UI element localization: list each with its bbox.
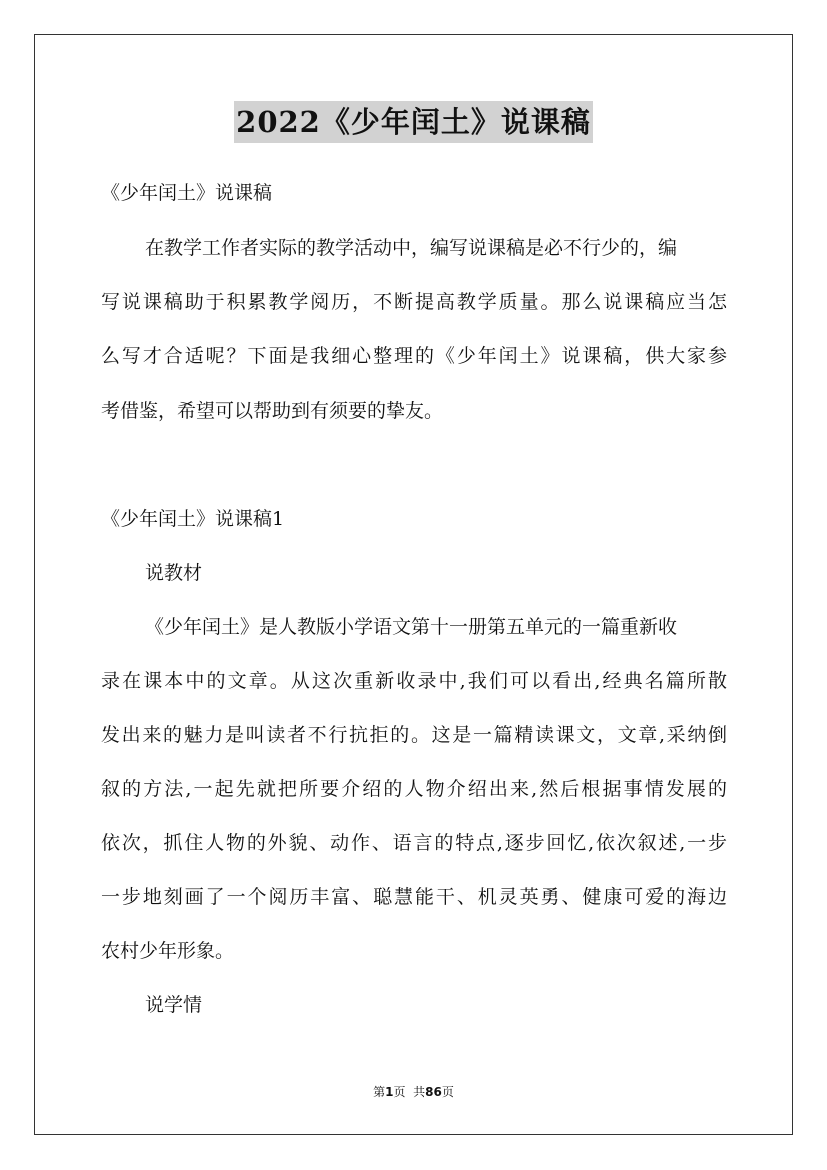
intro-line: 写说课稿助于积累教学阅历，不断提高教学质量。那么说课稿应当怎 (101, 291, 727, 313)
total-pages: 86 (425, 1085, 442, 1099)
material-line: 叙的方法,一起先就把所要介绍的人物介绍出来,然后根据事情发展的 (101, 778, 727, 800)
material-line: 农村少年形象。 (101, 940, 235, 962)
subheading-material: 说教材 (145, 562, 203, 584)
material-line: 录在课本中的文章。从这次重新收录中,我们可以看出,经典名篇所散 (101, 670, 727, 692)
material-line: 《少年闰土》是人教版小学语文第十一册第五单元的一篇重新收 (145, 616, 678, 638)
section-heading: 《少年闰土》说课稿1 (101, 508, 285, 530)
intro-line: 么写才合适呢？下面是我细心整理的《少年闰土》说课稿，供大家参 (101, 345, 727, 367)
intro-line: 考借鉴，希望可以帮助到有须要的挚友。 (101, 400, 444, 422)
material-line: 发出来的魅力是叫读者不行抗拒的。这是一篇精读课文，文章,采纳倒 (101, 724, 727, 746)
subtitle: 《少年闰土》说课稿 (101, 182, 273, 204)
footer-mid: 页 共 (393, 1085, 426, 1099)
intro-line: 在教学工作者实际的教学活动中，编写说课稿是必不行少的，编 (145, 237, 678, 259)
footer-prefix: 第 (373, 1085, 386, 1099)
subheading-students: 说学情 (145, 994, 203, 1016)
document-title (0, 101, 827, 143)
footer-suffix: 页 (441, 1085, 454, 1099)
page-number: 1 (385, 1085, 394, 1099)
material-line: 依次，抓住人物的外貌、动作、语言的特点,逐步回忆,依次叙述,一步 (101, 832, 727, 854)
material-line: 一步地刻画了一个阅历丰富、聪慧能干、机灵英勇、健康可爱的海边 (101, 886, 727, 908)
page-footer (0, 1083, 827, 1100)
title-text: 2022《少年闰土》说课稿 (234, 101, 593, 143)
